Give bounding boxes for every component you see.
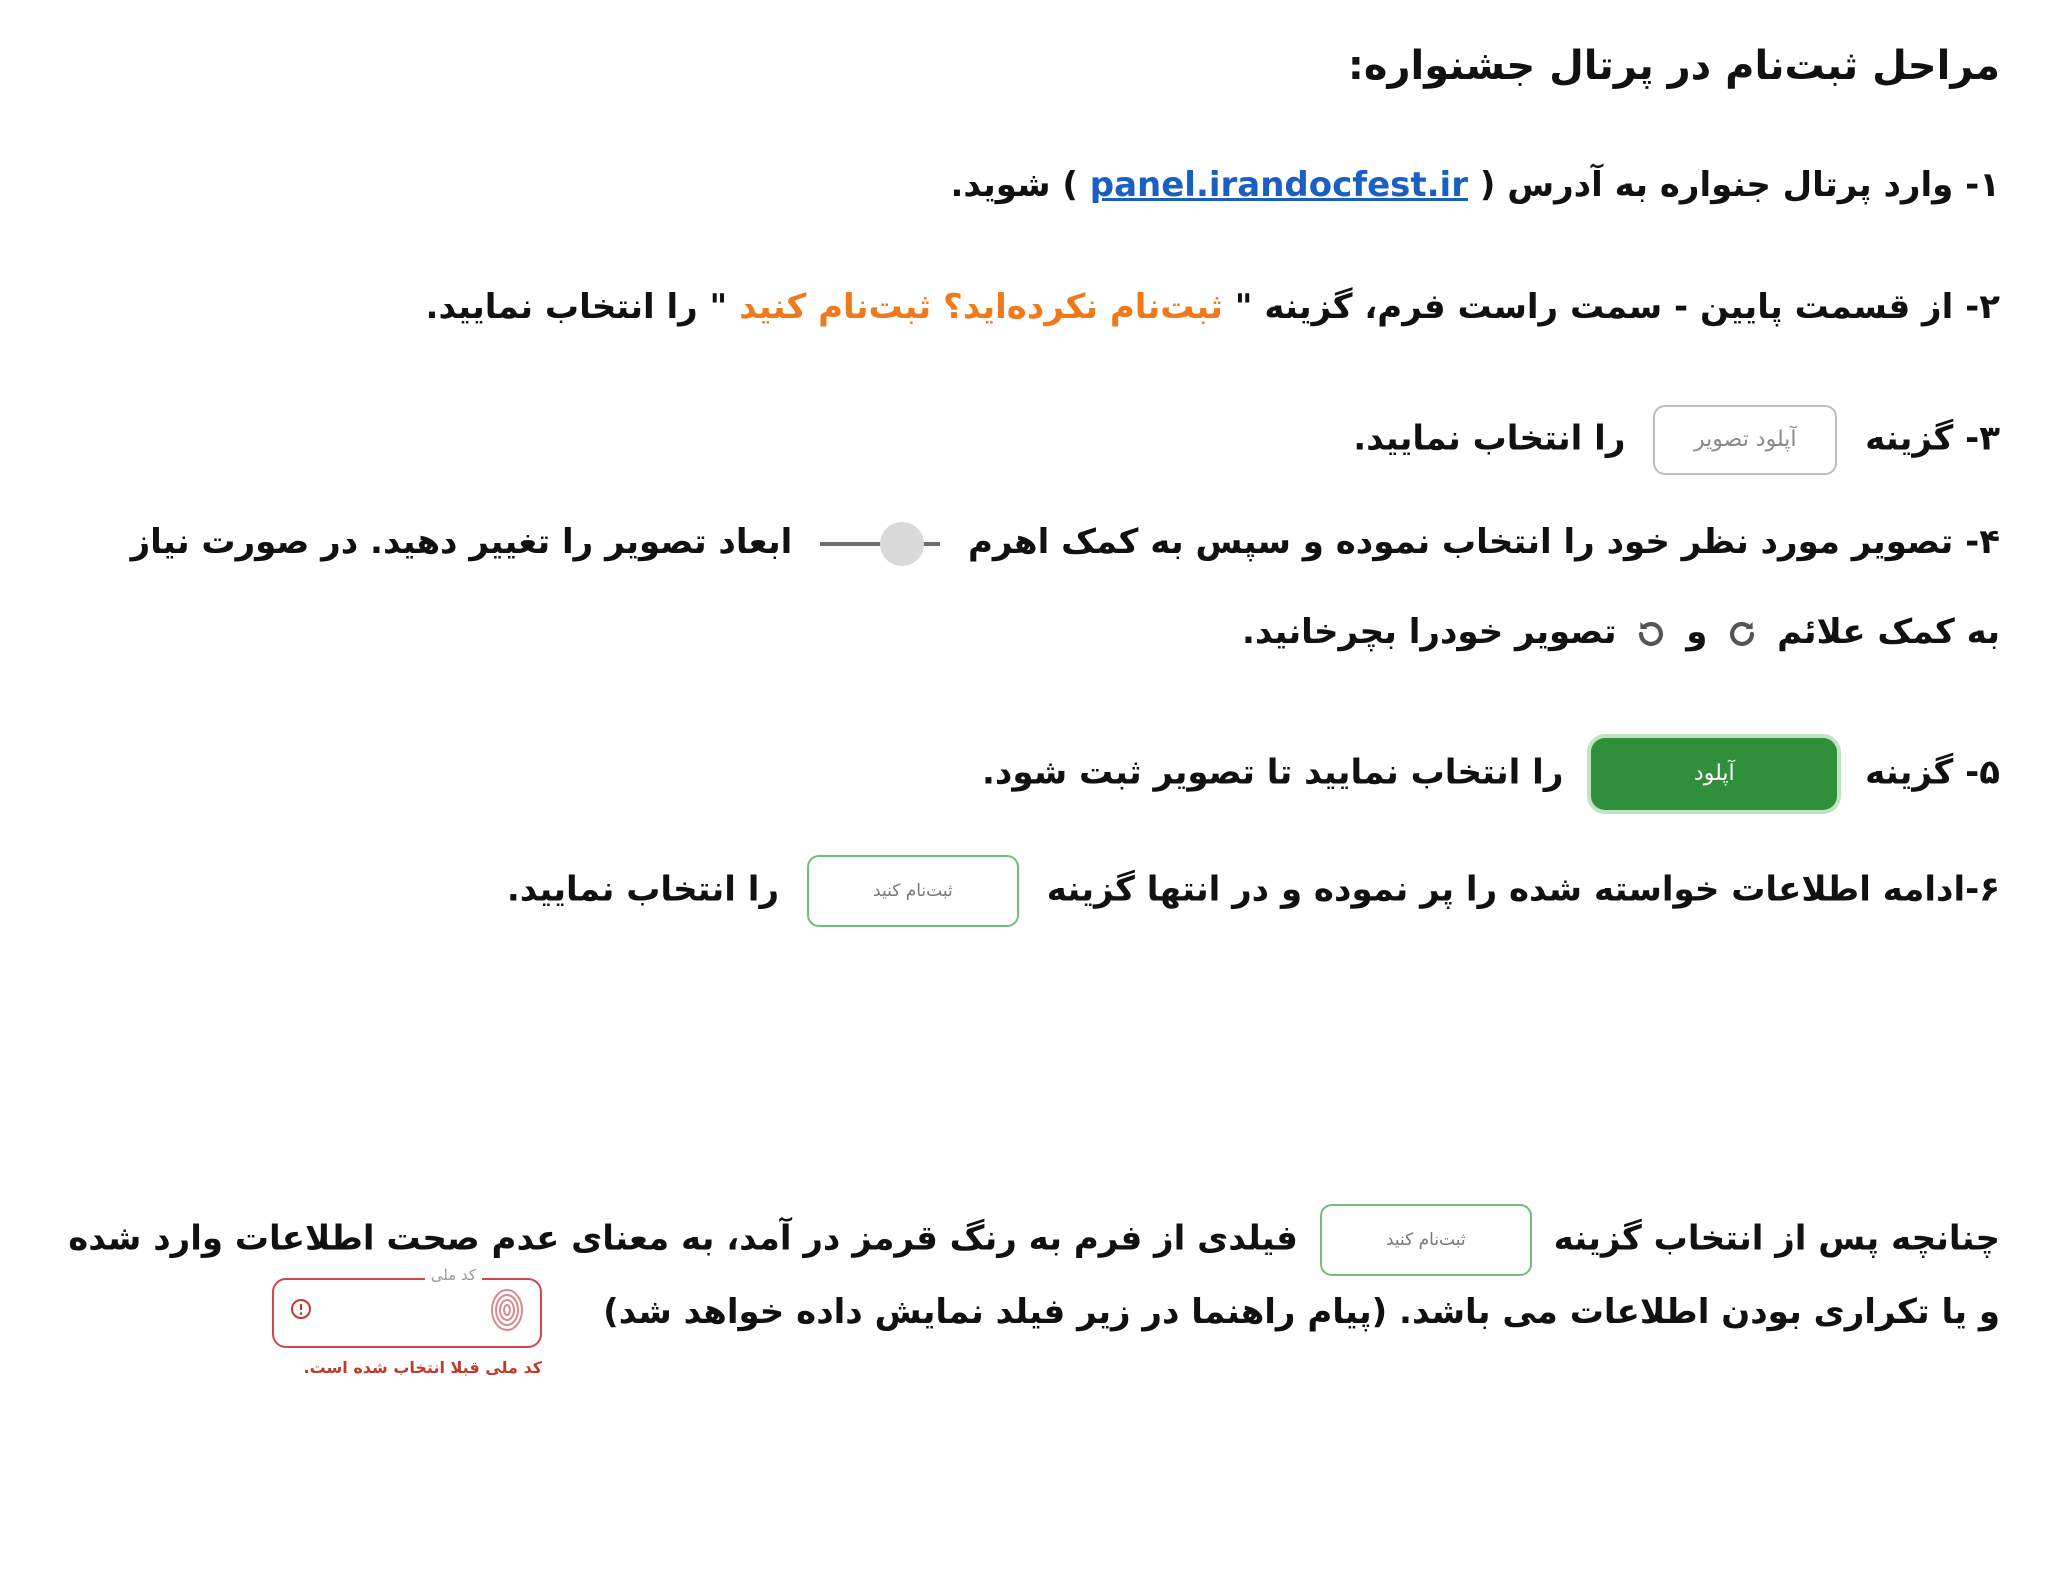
portal-link[interactable]: panel.irandocfest.ir: [1089, 165, 1468, 205]
note-line-2: [603, 1290, 2000, 1334]
step-2-text-before: ۲- از قسمت پایین - سمت راست فرم، گزینه ": [1234, 287, 2000, 327]
register-button[interactable]: ثبت‌نام کنید: [807, 855, 1019, 927]
step-3: [1353, 405, 2000, 475]
step-6-text-after: را انتخاب نمایید.: [506, 869, 780, 910]
step-4-text-after: ابعاد تصویر را تغییر دهید. در صورت نیاز: [130, 522, 793, 562]
step-5-text-after: را انتخاب نمایید تا تصویر ثبت شود.: [982, 752, 1564, 793]
step-4-line-1: [131, 520, 2000, 566]
slider-thumb[interactable]: [880, 522, 924, 566]
step-3-text-before: ۳- گزینه: [1865, 418, 2000, 459]
upload-button[interactable]: آپلود: [1591, 738, 1837, 810]
register-button-note[interactable]: ثبت‌نام کنید: [1320, 1204, 1532, 1276]
step-6: [507, 855, 2000, 927]
rotate-clockwise-icon[interactable]: [1725, 617, 1759, 651]
national-code-label: کد ملی: [425, 1266, 482, 1284]
step-1-text-before: ۱- وارد پرتال جنواره به آدرس (: [1479, 165, 2000, 205]
step-3-text-after: را انتخاب نمایید.: [1353, 418, 1626, 459]
step-1: [950, 163, 2000, 207]
step-4-line-2-before: به کمک علائم: [1777, 612, 2000, 652]
resize-slider[interactable]: [820, 522, 940, 566]
register-link-text: ثبت‌نام نکرده‌اید؟ ثبت‌نام کنید: [739, 287, 1223, 327]
error-field-example: [272, 1262, 542, 1402]
step-4-text-before: ۴- تصویر مورد نظر خود را انتخاب نموده و سپس به کمک اهرم: [967, 522, 2000, 562]
step-6-text-before: ۶-ادامه اطلاعات خواسته شده را پر نموده و در انتها گزینه: [1046, 869, 2000, 910]
note-text-before: چنانچه پس از انتخاب گزینه: [1553, 1218, 2000, 1259]
note-line-2-text: و یا تکراری بودن اطلاعات می باشد. (پیام راهنما در زیر فیلد نمایش داده خواهد شد): [603, 1292, 2000, 1332]
step-4-line-2: [1242, 610, 2000, 654]
step-4-line-2-after: تصویر خودرا بچرخانید.: [1241, 612, 1617, 652]
rotate-counterclockwise-icon[interactable]: [1634, 617, 1668, 651]
step-2: [426, 285, 2000, 329]
page-title: مراحل ثبت‌نام در پرتال جشنواره:: [1347, 43, 2000, 89]
step-5: [982, 738, 2000, 810]
fingerprint-icon: [490, 1288, 524, 1332]
note-text-after: فیلدی از فرم به رنگ قرمز در آمد، به معنای عدم صحت اطلاعات وارد شده: [68, 1218, 1298, 1259]
step-1-text-after: ) شوید.: [950, 165, 1078, 205]
alert-circle-icon: [290, 1298, 312, 1320]
and-text: و: [1686, 612, 1708, 652]
upload-image-button[interactable]: آپلود تصویر: [1653, 405, 1837, 475]
error-message: کد ملی قبلا انتخاب شده است.: [303, 1358, 542, 1377]
step-5-text-before: ۵- گزینه: [1865, 752, 2000, 793]
step-2-text-after: " را انتخاب نمایید.: [425, 287, 728, 327]
